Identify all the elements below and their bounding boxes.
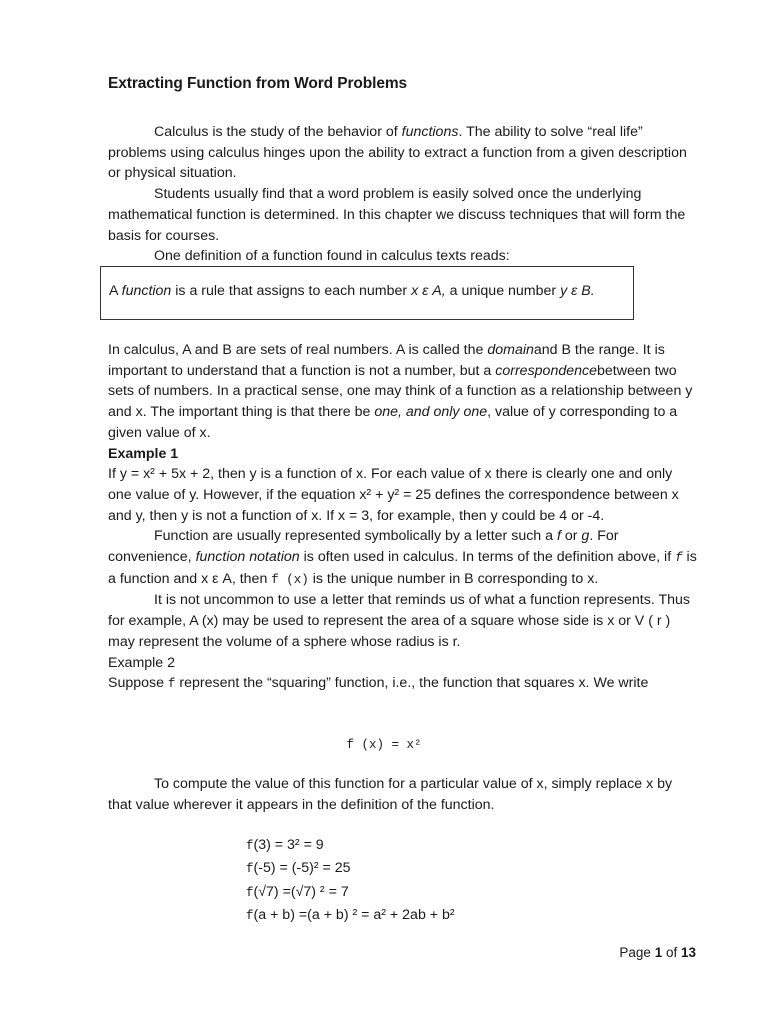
compute-section: [108, 774, 698, 815]
intro-section: [108, 122, 698, 267]
total-page-count: 13: [680, 945, 696, 960]
page-number-footer: Page 1 of 13: [619, 945, 696, 960]
formula-list: [246, 834, 455, 927]
current-page-number: 1: [654, 945, 663, 960]
squaring-function-formula: f (x) = x²: [346, 738, 422, 752]
formula-line: f(√7) =(√7) ² = 7: [246, 883, 349, 900]
paragraph-4: In calculus, A and B are sets of real numbers. A is called the domainand B the range. It is important to understand that a function is not a number, but a correspondencebetween two sets of numbers. In a practical sense, one may think of a function as a relationship between y and x. The important thing is that there be one, and only one, value of y corresponding to a given value of x.: [108, 342, 693, 441]
example-1-heading: Example 1: [108, 445, 179, 462]
paragraph-9: To compute the value of this function for a particular value of x, simply replace x by that value wherever it appears in the definition of the function.: [108, 776, 673, 813]
paragraph-6: Function are usually represented symbolically by a letter such a f or g. For convenience, function notation is often used in calculus. In terms of the definition above, if f is a function and x ε A, then f (x) is the unique number in B corresponding to x.: [108, 528, 697, 587]
document-title: Extracting Function from Word Problems: [108, 75, 408, 92]
formula-line: f(a + b) =(a + b) ² = a² + 2ab + b²: [246, 906, 455, 923]
formula-line: f(-5) = (-5)² = 25: [246, 860, 351, 877]
paragraph-1: Calculus is the study of the behavior of functions. The ability to solve “real life” problems using calculus hinges upon the ability to extract a function from a given description or physical situation.: [108, 124, 687, 182]
paragraph-7: It is not uncommon to use a letter that reminds us of what a function represents. Thus for example, A (x) may be used to represent the area of a square whose side is x or V ( r ) may represent the volume of a sphere whose radius is r.: [108, 592, 690, 650]
paragraph-5: If y = x² + 5x + 2, then y is a function of x. For each value of x there is clearly one and only one value of y. However, if the equation x² + y² = 25 defines the correspondence between x and y, then y is not a function of x. If x = 3, for example, then y could be 4 or -4.: [108, 466, 679, 524]
example-2-heading: Example 2: [108, 654, 176, 671]
paragraph-8: Suppose f represent the “squaring” function, i.e., the function that squares x. We write: [108, 675, 649, 692]
definition-box: A function is a rule that assigns to each number x ε A, a unique number y ε B.: [100, 266, 634, 320]
paragraph-3: One definition of a function found in calculus texts reads:: [154, 248, 510, 265]
paragraph-2: Students usually find that a word problem is easily solved once the underlying mathematical function is determined. In this chapter we discuss techniques that will form the basis for courses.: [108, 186, 686, 244]
body-section: [108, 340, 698, 695]
formula-line: f(3) = 3² = 9: [246, 837, 324, 853]
